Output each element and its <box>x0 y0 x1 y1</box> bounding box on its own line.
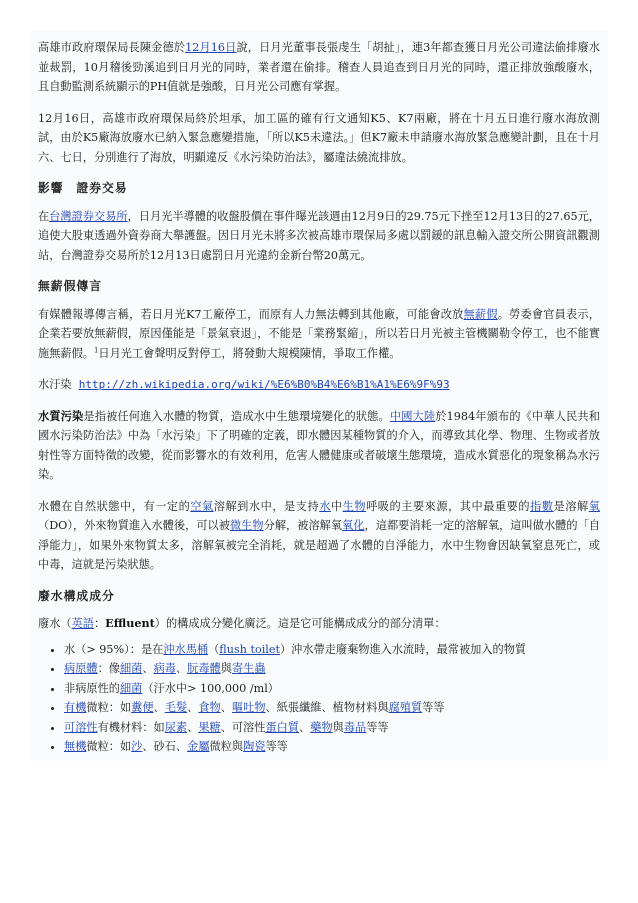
composition-list <box>38 640 600 757</box>
text: 、 <box>175 662 188 675</box>
flush-toilet-zh-link[interactable]: 沖水馬桶 <box>163 642 209 656</box>
heading-stock-impact: 影響 證券交易 <box>38 181 128 195</box>
text: 有媒體報導傳言稱，若日月光K7工廠停工，而原有人力無法轉到其他廠，可能會改放 <box>38 307 464 321</box>
soluble-link[interactable]: 可溶性 <box>64 720 98 734</box>
text: （汙水中> 100,000 /ml） <box>142 681 279 695</box>
paragraph-water-pollution-definition <box>38 407 600 485</box>
narcotic-link[interactable]: 毒品 <box>343 720 367 734</box>
text: 高雄市政府環保局長陳金德於 <box>38 41 186 54</box>
sand-link[interactable]: 沙 <box>131 740 143 753</box>
text: ：像 <box>97 662 120 675</box>
term-effluent: Effluent <box>105 616 155 630</box>
text: 是指被任何進入水體的物質，造成水中生態環境變化的狀態。 <box>83 409 390 423</box>
english-link[interactable]: 英語 <box>71 617 94 630</box>
air-link[interactable]: 空氣 <box>190 499 214 513</box>
text: 有機材料：如 <box>97 720 165 734</box>
paragraph-effluent-intro <box>38 614 600 634</box>
text: 是溶解 <box>553 499 589 513</box>
flush-toilet-en-link[interactable]: flush toilet <box>219 642 280 656</box>
footnote-ref[interactable]: 1 <box>93 345 99 354</box>
list-item-soluble-organic <box>64 718 600 738</box>
china-link[interactable]: 中國大陸 <box>389 409 436 423</box>
text: 水體在自然狀態中，有一定的 <box>38 499 191 513</box>
text: ： <box>93 617 106 630</box>
index-link[interactable]: 指數 <box>530 499 554 513</box>
text: 、 <box>142 662 154 675</box>
heading-wastewater-composition: 廢水構成成分 <box>38 588 115 603</box>
text: 等等 <box>422 701 445 714</box>
oxygen-link[interactable]: 氧 <box>588 499 600 513</box>
heading-unpaid-leave: 無薪假傳言 <box>38 279 102 293</box>
text: 呼吸的主要來源，其中最重要的 <box>366 499 531 513</box>
paragraph-unpaid-leave <box>38 305 600 364</box>
fructose-link[interactable]: 果糖 <box>198 720 221 734</box>
unpaid-leave-link[interactable]: 無薪假 <box>463 307 498 321</box>
text: ）的構成成分變化廣泛。這是它可能構成成分的部分清單： <box>154 617 446 630</box>
text: 與 <box>332 720 344 734</box>
urea-link[interactable]: 尿素 <box>164 720 188 734</box>
text: 溶解到水中，是支持 <box>213 499 320 513</box>
text: 非病原性的 <box>64 681 120 695</box>
text: 。勞委會官員表示，企業若要放無薪假，原因僅能是「景氣衰退」，不能是「業務緊縮」，所以若日月光被主管機關勒令停工，也不能實施無薪假。 <box>38 307 600 360</box>
text: 、 <box>299 720 311 734</box>
text: ，這都要消耗一定的溶解氧，這叫做水體的「自淨能力」，如果外來物質太多，溶解氧被完全消耗，就是超過了水體的自淨能力，水中生物會因缺氧窒息死亡，或中毒，這就是污染狀態。 <box>38 519 600 571</box>
oxidation-link[interactable]: 氧化 <box>342 519 365 532</box>
virus-link[interactable]: 病毒 <box>153 662 176 675</box>
wikipedia-url-link[interactable]: http://zh.wikipedia.org/wiki/%E6%B0%B4%E6%B1%A1%E6%9F%93 <box>78 378 450 391</box>
term-water-pollution: 水質污染 <box>38 408 84 423</box>
text: 微粒：如 <box>86 740 132 753</box>
humus-link[interactable]: 腐殖質 <box>388 701 423 714</box>
text: 分解，被溶解氧 <box>263 519 343 532</box>
text: 、 <box>187 701 199 714</box>
url-label: 水汙染 <box>38 378 72 391</box>
text: 廢水（ <box>38 617 72 630</box>
text: 在 <box>38 209 50 223</box>
list-item-water <box>64 640 600 660</box>
list-item-inorganic-particles <box>64 737 600 757</box>
water-link[interactable]: 水 <box>319 499 331 513</box>
text: 中 <box>330 499 343 513</box>
prion-link[interactable]: 朊毒體 <box>187 662 221 675</box>
text: 水（> 95%）：是在 <box>64 642 164 656</box>
text: 、 <box>220 701 232 714</box>
microbe-link[interactable]: 微生物 <box>229 519 264 532</box>
paragraph-ocean-discharge: 12月16日，高雄市政府環保局終於坦承，加工區的確有行文通知K5、K7兩廠，將在十月五日進行廢水海放測試，由於K5廠海放廢水已納入緊急應變措施，「所以K5未違法。」但K7廠未申請廢水海放緊急應變計劃，且在十月六、七日，分別進行了海放，明顯違反《水污染防治法》，屬違法繞流排放。 <box>38 111 600 164</box>
text: 等等 <box>265 740 288 753</box>
text: ，日月光半導體的收盤股價在事件曝光該週由12月9日的29.75元下挫至12月13日的27.65元，追使大股東透過外資券商大舉護盤。因日月光未將多次被高雄市環保局多處以罰鍰的訊息輸入證交所公開資訊觀測站，台灣證券交易所於12月13日處罰日月光違約金新台幣20萬元。 <box>38 209 600 262</box>
vomit-link[interactable]: 嘔吐物 <box>231 701 266 714</box>
text: 微粒：如 <box>86 701 132 714</box>
organism-link[interactable]: 生物 <box>342 499 367 513</box>
parasite-link[interactable]: 寄生蟲 <box>231 662 266 675</box>
text: （DO），外來物質進入水體後，可以被 <box>38 519 230 532</box>
text: 與 <box>220 662 232 675</box>
list-item-organic-particles <box>64 698 600 718</box>
list-item-nonpathogenic-bacteria <box>64 679 600 699</box>
bacteria-link[interactable]: 細菌 <box>119 662 143 675</box>
paragraph-stock <box>38 207 600 266</box>
feces-link[interactable]: 糞便 <box>131 701 154 714</box>
drug-link[interactable]: 藥物 <box>310 720 333 734</box>
paragraph-self-purification <box>38 497 600 575</box>
inorganic-link[interactable]: 無機 <box>64 740 87 753</box>
text: 微粒與 <box>209 740 244 753</box>
ceramic-link[interactable]: 陶瓷 <box>243 740 266 753</box>
text: 、 <box>187 720 199 734</box>
bacteria-link-2[interactable]: 細菌 <box>119 681 143 695</box>
text: ）沖水帶走廢棄物進入水流時，最常被加入的物質 <box>279 642 527 656</box>
paragraph-source-url <box>38 375 600 395</box>
pathogen-link[interactable]: 病原體 <box>64 662 98 675</box>
text: 、砂石、 <box>142 740 188 753</box>
text: 、可溶性 <box>220 720 266 734</box>
text: （ <box>208 642 220 656</box>
document-body <box>30 30 608 761</box>
protein-link[interactable]: 蛋白質 <box>265 720 300 734</box>
organic-link[interactable]: 有機 <box>64 701 87 714</box>
food-link[interactable]: 食物 <box>198 701 221 714</box>
twse-link[interactable]: 台灣證券交易所 <box>49 209 128 223</box>
text: 、紙張纖維、植物材料與 <box>265 701 389 714</box>
date-link[interactable]: 12月16日 <box>185 41 237 54</box>
text: 於1984年頒布的《中華人民共和國水污染防治法》中為「水污染」下了明確的定義，即水體因某種物質的介入，而導致其化學、物理、生物或者放射性等方面特徵的改變，從而影響水的有效利用，危害人體健康或者破壞生態環境，造成水質惡化的現象稱為水污染。 <box>38 409 600 481</box>
paragraph-epa-statement <box>38 38 600 97</box>
text: 日月光工會聲明反對停工，將發動大規模陳情，爭取工作權。 <box>98 346 401 360</box>
hair-link[interactable]: 毛髮 <box>164 701 188 714</box>
text: 說，日月光董事長張虔生「胡扯」，連3年都查獲日月光公司違法偷排廢水並裁罰，10月稽後勁溪追到日月光的同時，業者還在偷排。稽查人員追查到日月光的同時，還正排放強酸廢水，且自動監測系統顯示的PH值就是強酸，日月光公司應有掌握。 <box>38 41 600 93</box>
list-item-pathogens <box>64 659 600 679</box>
text: 、 <box>153 701 165 714</box>
metal-link[interactable]: 金屬 <box>187 740 210 753</box>
text: 等等 <box>366 720 389 734</box>
